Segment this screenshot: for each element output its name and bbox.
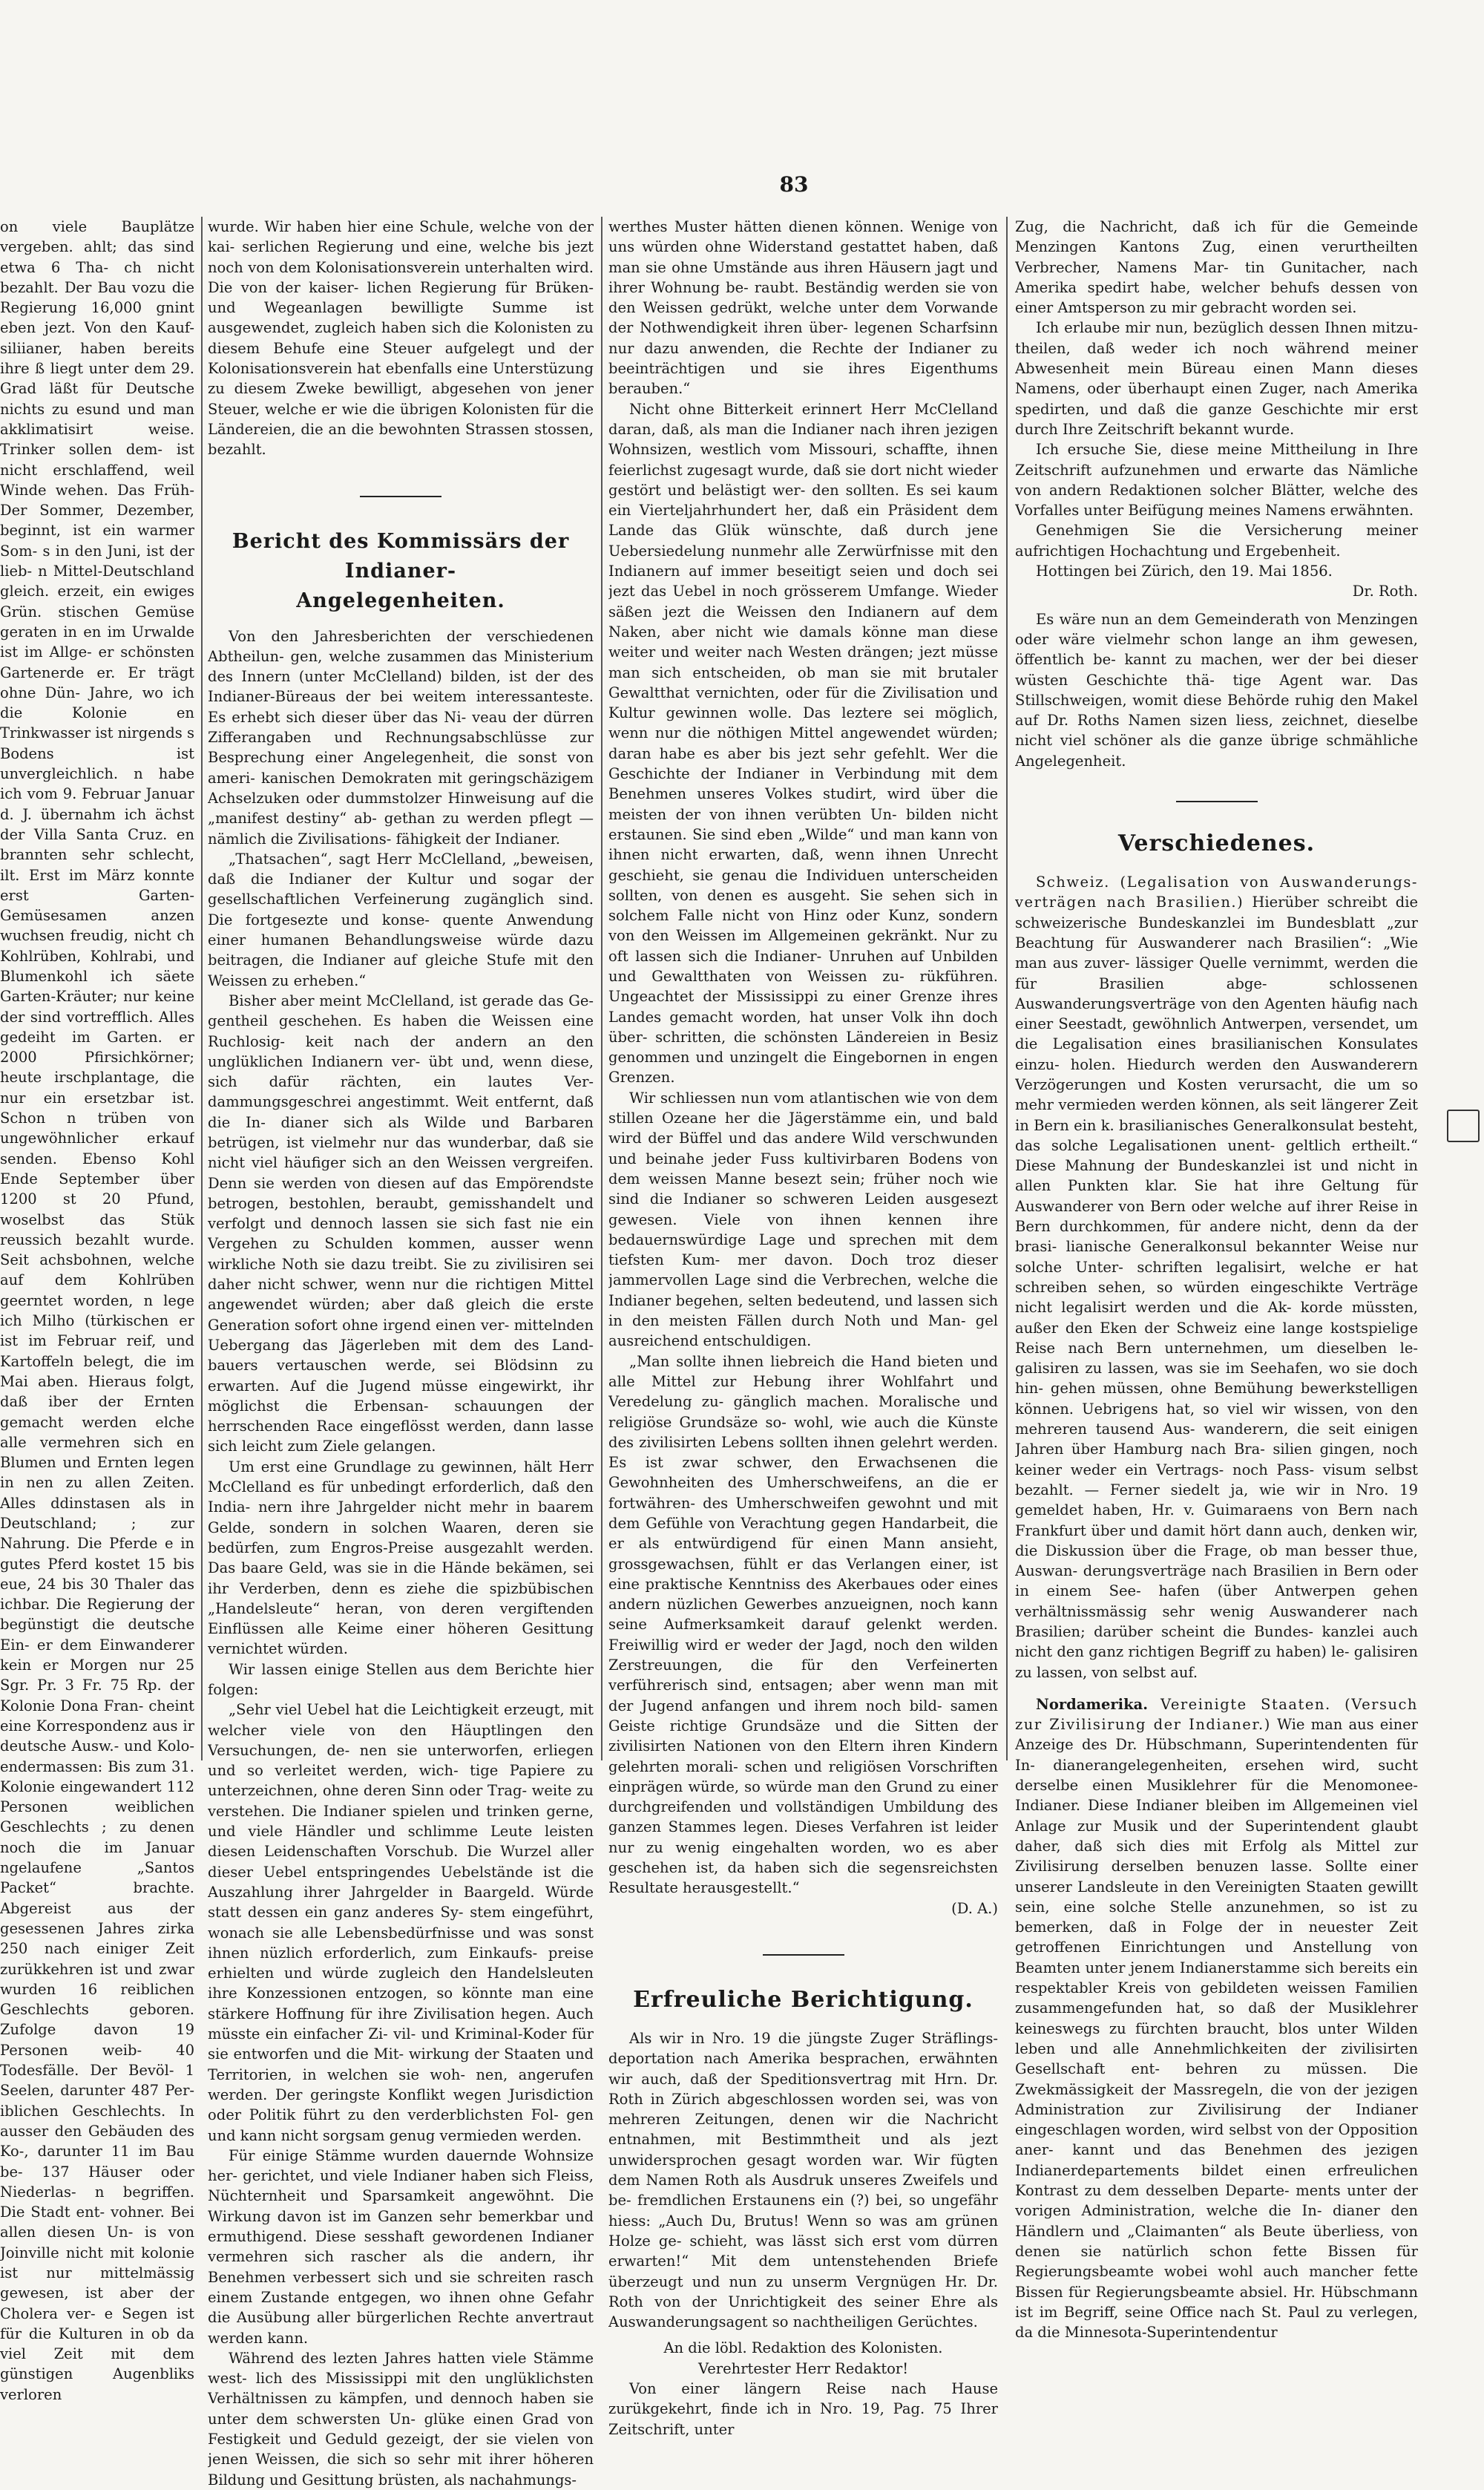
column-1 (0, 217, 194, 2405)
paragraph: Genehmigen Sie die Versicherung meiner aufrichtigen Hochachtung und Ergebenheit. (1015, 522, 1418, 560)
article-heading: Bericht des Kommissärs der Indianer- (232, 529, 570, 583)
page-number: 83 (779, 172, 809, 197)
section-divider (763, 1954, 844, 1956)
article-heading-line-2: Angelegenheiten. (296, 589, 505, 612)
editorial-note: Es wäre nun an dem Gemeinderath von Menzingen oder wäre vielmehr schon lange an ihm gewesen, öffentlich be- kannt zu machen, wer der bei dieser wüsten Geschichte thä- tige Agent war. Das Stillschweigen, womit diese Behörde ruhig den Makel auf Dr. Roths Namen sizen liess, zeichnet, dieselbe nicht viel schöner als die ganze übrige schmähliche Angelegenheit. (1015, 610, 1418, 770)
paragraph: Während des lezten Jahres hatten viele Stämme west- lich des Mississippi mit den unglüklichsten Verhältnissen zu kämpfen, und dennoch haben sie unter dem schwersten Un- glüke einen Grad von Festigkeit und Geduld gezeigt, der sie vielen von jenen Weissen, die sich so sehr mit ihrer höheren Bildung und Gesittung brüsten, als nachahmungs- (208, 2349, 594, 2489)
paragraph: Wir schliessen nun vom atlantischen wie von dem stillen Ozeane her die Jägerstämme ein, und bald wird der Büffel und das andere Wild verschwunden und beinahe jeder Fuss kultivirbaren Bodens von dem weissen Manne besezt sein; früher noch wie sind die Indianer so schweren Leiden ausgesezt gewesen. Viele von ihnen kennen ihre bedauernswürdige Lage und sprechen mit dem tiefsten Kum- mer davon. Doch troz dieser jammervollen Lage sind die Verbrechen, welche die Indianer begehen, selten bedeutend, und lassen sich in den meisten Fällen durch Noth und Man- gel ausreichend entschuldigen. (608, 1089, 998, 1350)
column-divider-3 (1006, 217, 1008, 1760)
paragraph: Von den Jahresberichten der verschiedenen Abtheilun- gen, welche zusammen das Ministerium des Innern (unter McClelland) bilden, ist der des Indianer-Büreaus der bei weitem interessanteste. Es erhebt sich dieser über das Ni- veau der dürren Zifferangaben und Rechnungsabschlüsse zur Besprechung einer Angelegenheit, die sonst von ameri- kanischen Demokraten mit geringschäzigem Achselzuken oder dummstolzer Hinweisung auf die „manifest destiny“ ab- gethan zu werden pflegt — nämlich die Zivilisations- fähigkeit der Indianer. (208, 627, 594, 848)
letter-salutation: Verehrtester Herr Redaktor! (697, 2359, 909, 2377)
letter-signature: Dr. Roth. (1352, 583, 1418, 600)
paragraph: Bisher aber meint McClelland, ist gerade das Ge- gentheil geschehen. Es haben die Weissen eine Ruchlosig- keit nach der andern an den unglüklichen Indianern ver- übt und, wenn diese, sich dafür rächten, ein lautes Ver- dammungsgeschrei angestimmt. Weit entfernt, daß die In- dianer sich als Wilde und Barbaren betrügen, ist vielmehr nur das wunderbar, daß sie nicht viel häufiger sich an den Weissen vergreifen. Denn sie werden von diesen auf das Empörendste betrogen, bestohlen, beraubt, gemisshandelt und verfolgt und dennoch lassen sie sich fast nie ein Vergehen zu Schulden kommen, ausser wenn wirkliche Noth sie dazu treibt. Sie zu zivilisiren sei daher nicht schwer, wenn nur die richtigen Mittel angewendet würden; aber daß gleich die erste Generation sofort ohne irgend einen ver- mittelnden Uebergang das Jägerleben mit dem des Land- bauers vertauschen werde, sei Blödsinn zu erwarten. Auf die Jugend müsse eingewirkt, ihr möglichst die Erbensan- schauungen der herrschenden Race eingeflösst werden, dann lasse sich leicht zum Ziele gelangen. (208, 992, 594, 1455)
column-3 (608, 217, 998, 2440)
column-2 (208, 217, 594, 2490)
paragraph: werthes Muster hätten dienen können. Wenige von uns würden ohne Widerstand gestattet haben, daß man sie ohne Umstände aus ihren Häusern jagt und ihrer Wohnung be- raubt. Beständig werden sie von den Weissen gedrükt, welche unter dem Vorwande der Nothwendigkeit ihren über- legenen Scharfsinn nur dazu anwenden, die Rechte der Indianer zu beeinträchtigen und sie ihres Eigenthums berauben.“ (608, 218, 998, 398)
paragraph: Nicht ohne Bitterkeit erinnert Herr McClelland daran, daß, als man die Indianer nach ihren jezigen Wohnsizen, westlich vom Missouri, schaffte, ihnen feierlichst zugesagt wurde, daß sie dort nicht wieder gestört und belästigt wer- den sollten. Es sei kaum ein Vierteljahrhundert her, daß ein Präsident dem Lande das Glük wünschte, daß durch jene Uebersiedelung nunmehr alle Zerwürfnisse mit den Indianern auf immer beseitigt seien und doch sei jezt das Uebel in noch grösserem Umfange. Wieder säßen jezt die Weissen den Indianern auf dem Naken, aber nicht wie damals könne man diese weiter und weiter nach Westen drängen; jezt müsse man sich entscheiden, ob man sie mit brutaler Gewaltthat vernichten, oder für die Zivilisation und Kultur gewinnen wolle. Das leztere sei möglich, wenn nur die nöthigen Mittel angewendet würden; daran habe es aber bis jezt sehr gefehlt. Wer die Geschichte der Indianer in Verbindung mit dem Benehmen unseres Volkes studirt, wird über die meisten der von ihnen verübten Un- bilden nicht erstaunen. Sie sind eben „Wilde“ und man kann von ihnen nicht erwarten, daß, wenn ihnen Unrecht geschieht, sie genau die Individuen unterscheiden sollten, von denen es ausgeht. Sie sehen sich in solchem Falle nicht von Hinz oder Kunz, sondern von den Weissen im Allgemeinen gekränkt. Nur zu oft lassen sich die Indianer- Unruhen auf Unbilden und Gewaltthaten von Weissen zu- rükführen. Ungeachtet der Mississippi zu einer Grenze ihres Landes gemacht worden, hat unser Volk ihn doch über- schritten, die schönsten Ländereien in Besiz genommen und unzingelt die Eingebornen in engen Grenzen. (608, 400, 998, 1087)
paragraph: Wir lassen einige Stellen aus dem Berichte hier folgen: (208, 1660, 594, 1698)
scan-edge-mark (1447, 1110, 1480, 1142)
article-heading: Erfreuliche Berichtigung. (633, 1986, 974, 2013)
letter-place-date: Hottingen bei Zürich, den 19. Mai 1856. (1036, 563, 1333, 580)
paragraph: „Sehr viel Uebel hat die Leichtigkeit erzeugt, mit welcher viele von den Häuptlingen den Versuchungen, de- nen sie unterworfen, erliegen und so verleitet werden, wich- tige Papiere zu unterzeichnen, ohne deren Sinn oder Trag- weite zu verstehen. Die Indianer spielen und trinken gerne, und viele Händler und schlimme Leute leisten diesen Leidenschaften Vorschub. Die Wurzel aller dieser Uebel entspringendes Uebelstände ist die Auszahlung ihrer Jahrgelder in Baargeld. Würde statt dessen ein ganz anderes Sy- stem eingeführt, wonach sie alle Lebensbedürfnisse und was sonst ihnen nüzlich erforderlich, zum Einkaufs- preise erhielten und würde zugleich den Handelsleuten ihre Konzessionen entzogen, so könnte man eine stärkere Hoffnung für ihre Zivilisation hegen. Auch müsste ein einfacher Zi- vil- und Kriminal-Koder für sie entworfen und die Mit- wirkung der Staaten und Territorien, in welchen sie woh- nen, angerufen werden. Der geringste Konflikt wegen Jurisdiction oder Politik führt zu den verderblichsten Fol- gen und kann nicht sorgsam genug vermieden werden. (208, 1701, 594, 2144)
letter-text: Von einer längern Reise nach Hause zurükgekehrt, finde ich in Nro. 19, Pag. 75 Ihrer Zeitschrift, unter (608, 2379, 998, 2438)
news-item-sublead: Vereinigte Staaten. (Versuch zur Zivilisirung der Indianer.) (1015, 1695, 1418, 1734)
paragraph: Ich erlaube mir nun, bezüglich dessen Ihnen mitzu- theilen, daß weder ich noch während meiner Abwesenheit mein Büreau einen Mann dieses Namens, oder überhaupt einen Zuger, nach Amerika spedirten, und daß die ganze Geschichte mir erst durch Ihre Zeitschrift bekannt wurde. (1015, 319, 1418, 438)
column-divider-1 (201, 217, 203, 1760)
section-divider (360, 496, 441, 497)
news-item-lead: Schweiz. (Legalisation von Auswanderungs- verträgen nach Brasilien.) (1015, 874, 1418, 911)
paragraph: Um erst eine Grundlage zu gewinnen, hält Herr McClelland es für unbedingt erforderlich, daß den India- nern ihre Jahrgelder nicht mehr in baarem Gelde, sondern in solchen Waaren, deren sie bedürfen, zum Engros-Preise ausgezahlt werden. Das baare Geld, was sie in die Hände bekämen, sei ihr Verderben, denn es ziehe die spizbübischen „Handelsleute“ heran, von deren vergiftenden Einflüssen alle Keime einer höheren Gesittung vernichtet würden. (208, 1458, 594, 1658)
column-4 (1015, 217, 1418, 2342)
paragraph: Ich ersuche Sie, diese meine Mittheilung in Ihre Zeitschrift aufzunehmen und erwarte das Nämliche von andern Redaktionen solcher Blätter, welche des Vorfalles unter Beifügung meines Namens erwähnten. (1015, 441, 1418, 520)
paragraph: „Thatsachen“, sagt Herr McClelland, „beweisen, daß die Indianer der Kultur und sogar der gesellschaftlichen Verfeinerung zugänglich sind. Die fortgesezte und konse- quente Anwendung einer humanen Behandlungsweise würde dazu beitragen, die Indianer auf gleiche Stufe mit den Weissen zu erheben.“ (208, 850, 594, 989)
paragraph: Für einige Stämme wurden dauernde Wohnsize her- gerichtet, und viele Indianer haben sich Fleiss, Nüchternheit und Sparsamkeit angewöhnt. Die Wirkung davon ist im Ganzen sehr bemerkbar und ermuthigend. Diese sesshaft gewordenen Indianer vermehren sich rascher als die andern, ihr Benehmen verbessert sich und sie schreiten rasch einem Zustande entgegen, wo ihnen ohne Gefahr die Ausübung aller bürgerlichen Rechte anvertraut werden kann. (208, 2146, 594, 2347)
column-1-text: on viele Bauplätze vergeben. ahlt; das sind etwa 6 Tha- ch nicht bezahlt. Der Bau vozu die Regierung 16,000 gnint eben jezt. Von den Kauf- siliianer, haben bereits ihre ß liegt unter dem 29. Grad läßt für Deutsche nichts zu esund und man akklimatisirt weise. Trinker sollen dem- ist nicht erschlaffend, weil Winde wehen. Das Früh- Der Sommer, Dezember, beginnt, ist ein warmer Som- s in den Juni, ist der lieb- n Mittel-Deutschland gleich. erzeit, ein ewiges Grün. stischen Gemüse geraten in en im Urwalde ist im Allge- er schönsten Gartenerde er. Er trägt ohne Dün- Jahre, wo ich die Kolonie en Trinkwasser ist nirgends s Bodens ist unvergleichlich. n habe ich vom 9. Februar Januar d. J. übernahm ich ächst der Villa Santa Cruz. en brannten sehr schlecht, ilt. Erst im März konnte erst Garten-Gemüsesamen anzen wuchsen freudig, nicht ch Kohlrüben, Kohlrabi, und Blumenkohl ich säete Garten-Kräuter; nur keine der sind vortrefflich. Alles gedeiht im Garten. er 2000 Pfirsichkörner; heute irschplantage, die nur ein ersetzbar ist. Schon n trüben von ungewöhnlicher erkauf senden. Ebenso Kohl Ende September über 1200 st 20 Pfund, woselbst das Stük reussich bezahlt wurde. Seit achsbohnen, welche auf dem Kohlrüben geerntet worden, n lege ich Milho (türkischen er ist im Februar reif, und Kartoffeln belegt, die im Mai aben. Hieraus folgt, daß iber der Ernten gemacht werden elche alle vermehren sich en Blumen und Ernten legen in nen zu allen Zeiten. Alles ddinstasen als in Deutschland; ; zur Nahrung. Die Pferde e in gutes Pferd kostet 15 bis eue, 24 bis 30 Thaler das ichbar. Die Regierung der begünstigt die deutsche Ein- er dem Einwanderer kein er Morgen nur 25 Sgr. Pr. 3 Fr. 75 Rp. der Kolonie Dona Fran- cheint eine Korrespondenz aus ir deutsche Ausw.- und Kolo- endermassen: Bis zum 31. Kolonie eingewandert 112 Personen weiblichen Geschlechts ; zu denen noch die im Januar ngelaufene „Santos Packet“ brachte. Abgereist aus der gesessenen Jahres zirka 250 nach einiger Zeit zurükkehren ist und zwar wurden 16 reiblichen Geschlechts geboren. Zufolge davon 19 Personen weib- 40 Todesfälle. Der Bevöl- 1 Seelen, darunter 487 Per- iblichen Geschlechts. In ausser den Gebäuden des Ko-, darunter 11 im Bau be- 137 Häuser oder Niederlas- n begriffen. Die Stadt ent- vohner. Bei allen diesen Un- is von Joinville nicht mit kolonie ist nur mittelmässig gewesen, ist aber der Cholera ver- e Segen ist für die Kulturen in ob da viel Zeit mit dem günstigen Augenbliks verloren (0, 218, 194, 2403)
paragraph: „Man sollte ihnen liebreich die Hand bieten und alle Mittel zur Hebung ihrer Wohlfahrt und Veredelung zu- gänglich machen. Moralische und religiöse Grundsäze so- wohl, wie auch die Künste des zivilisirten Lebens sollten ihnen gelehrt werden. Es ist zwar schwer, den Erwachsenen die Gewohnheiten des Umherschweifens, an die er fortwähren- des Umherschweifen gewohnt und mit dem Gefühle von Verachtung gegen Handarbeit, die er als entwürdigend für einen Mann ansieht, grossgewachsen, fühlt er das Verlangen einer, ist eine praktische Kenntniss des Akerbaues oder eines andern nüzlichen Gewerbes anzueignen, noch kann seine Aufmerksamkeit darauf gelenkt werden. Freiwillig wird er weder der Jagd, noch den wilden Zerstreuungen, die für den Verfeinerten verführerisch sind, entsagen; aber wenn man mit der Jugend anfangen und ihrem noch bild- samen Geiste richtige Grundsäze und die Sitten der zivilisirten Nationen von den Eltern ihren Kindern gelehrten morali- schen und religiösen Vorschriften einprägen würde, so würde man den Grund zu einer durchgreifenden und vollständigen Umbildung des ganzen Stammes legen. Dieses Verfahren ist leider nur zu wenig eingehalten worden, wo es aber geschehen ist, da haben sich die segensreichsten Resultate herausgestellt.“ (608, 1352, 998, 1897)
news-item-body: Hierüber schreibt die schweizerische Bundeskanzlei im Bundesblatt „zur Beachtung für Auswanderer nach Brasilien“: „Wie man aus zuver- lässiger Quelle vernimmt, werden die für Brasilien abge- schlossenen Auswanderungsverträge von den Agenten häufig nach einer Seestadt, gewöhnlich Antwerpen, versendet, um die Legalisation eines brasilianischen Konsulates einzu- holen. Hiedurch werden den Auswanderern Verzögerungen und Kosten verursacht, die um so mehr vermieden werden können, als seit längerer Zeit in Bern ein k. brasilianisches Generalkonsulat besteht, das solche Legalisationen unent- geltlich ertheilt.“ Diese Mahnung der Bundeskanzlei ist und nicht in allen Punkten klar. Sie hat ihre Geltung für Auswanderer von Bern oder welche auf ihrer Reise in Bern durchkommen, für andere nicht, denn da der brasi- lianische Generalkonsul bekannter Weise nur solche Unter- schriften legalisirt, welche er hat schreiben sehen, so würden eingeschikte Verträge nicht legalisirt werden und die Ak- korde müssten, außer den Eken der Schweiz eine lange kostspielige Reise nach Bern unternehmen, um dieselben le- galisiren zu lassen, was sie im Seehafen, wo sie doch hin- gehen müssen, ohne Bemühung bewerkstelligen können. Uebrigens hat, so viel wir wissen, von den mehreren tausend Aus- wanderern, die seit einigen Jahren über Hamburg nach Bra- silien gingen, noch keiner weder ein Vertrags- noch Pass- visum selbst bezahlt. — Ferner siedelt ja, wie wir in Nro. 19 gemeldet haben, Hr. v. Guimaraens von Bern nach Frankfurt über und damit hört dann auch, denken wir, die Diskussion über die Frage, ob man besser thue, Auswan- derungsverträge nach Brasilien in Bern oder in einem See- hafen (über Antwerpen gehen verhältnissmässig sehr wenig Auswanderer nach Brasilien; darüber scheint die Bundes- kanzlei auch nicht den ganz richtigen Begriff zu haben) le- galisiren zu lassen, von selbst auf. (1015, 894, 1418, 1681)
paragraph: Als wir in Nro. 19 die jüngste Zuger Sträflings- deportation nach Amerika besprachen, erwähnten wir auch, daß der Speditionsvertrag mit Hrn. Dr. Roth in Zürich abgeschlossen worden sei, was von mehreren Zeitungen, denen wir die Nachricht entnahmen, mit Bestimmtheit und als jezt unwidersprochen gesagt worden war. Wir fügten dem Namen Roth als Ausdruk unseres Zweifels und be- fremdlichen Erstaunens ein (?) bei, so ungefähr hiess: „Auch Du, Brutus! Wenn so was am grünen Holze ge- schieht, was lässt sich erst vom dürren erwarten!“ Mit dem untenstehenden Briefe überzeugt und nun zu unserm Vergnügen Hr. Dr. Roth von der Unrichtigkeit des seiner Ehre als Auswanderungsagent so nachtheiligen Gerüchtes. (608, 2029, 998, 2331)
column-divider-2 (601, 217, 603, 1760)
article-continuation: wurde. Wir haben hier eine Schule, welche von der kai- serlichen Regierung und eine, welche bis jezt noch von dem Kolonisationsverein unterhalten wird. Die von der kaiser- lichen Regierung für Brüken- und Wegeanlagen bewilligte Summe ist ausgewendet, zugleich haben sich die Kolonisten zu diesem Behufe eine Steuer aufgelegt und der Kolonisationsverein hat ebenfalls eine Unterstüzung zu diesem Zweke bewilligt, abgesehen von jener Steuer, welche er wie die übrigen Kolonisten für die Ländereien, die an die bewohnten Strassen stossen, bezahlt. (208, 218, 594, 459)
paragraph: Zug, die Nachricht, daß ich für die Gemeinde Menzingen Kantons Zug, einen verurtheilten Verbrecher, Namens Mar- tin Gunitacher, nach Amerika spedirt habe, welcher behufs dessen von einer Amtsperson zu mir gebracht worden sei. (1015, 218, 1418, 317)
section-divider (1176, 801, 1258, 802)
news-item-body: Wie man aus einer Anzeige des Dr. Hübschmann, Superintendenten für In- dianerangelegenheiten, ersehen wird, sucht derselbe einen Musiklehrer für die Menomonee-Indianer. Diese Indianer bleiben im Allgemeinen viel Anlage zur Musik und der Superintendent glaubt daher, daß sich dies mit Erfolg als Mittel zur Zivilisirung derselben benuzen lasse. Sollte einer unserer Landsleute in den Vereinigten Staaten gewillt sein, eine solche Stelle anzunehmen, so ist zu bemerken, daß in Folge der in neuester Zeit getroffenen Einrichtungen und Anstellung von Beamten unter jenem Indianerstamme sich bereits ein respektabler Kreis von gebildeten weissen Familien zusammengefunden hat, so daß der Musiklehrer keineswegs zu fürchten braucht, blos unter Wilden leben und alle Annehmlichkeiten der zivilisirten Gesellschaft ent- behren zu müssen. Die Zwekmässigkeit der Massregeln, die von der jezigen Administration zur Zivilisirung der Indianer eingeschlagen worden, wird selbst von der Opposition aner- kannt und das Benehmen des jezigen Indianerdepartements bildet einen erfreulichen Kontrast zu dem desselben Departe- ments unter der vorigen Administration, welche die In- dianer den Händlern und „Claimanten“ als Beute überliess, von denen sie natürlich schon fette Bissen für Regierungsbeamte wobei wohl auch mancher fette Bissen für Regierungsbeamte absiel. Hr. Hübschmann ist im Begriff, seine Office nach St. Paul zu verlegen, da die Minnesota-Superintendentur (1015, 1716, 1418, 2342)
news-item-lead: Nordamerika. (1036, 1695, 1149, 1713)
section-heading: Verschiedenes. (1117, 830, 1316, 857)
source-attribution: (D. A.) (951, 1899, 998, 1917)
letter-address: An die löbl. Redaktion des Kolonisten. (663, 2339, 943, 2357)
